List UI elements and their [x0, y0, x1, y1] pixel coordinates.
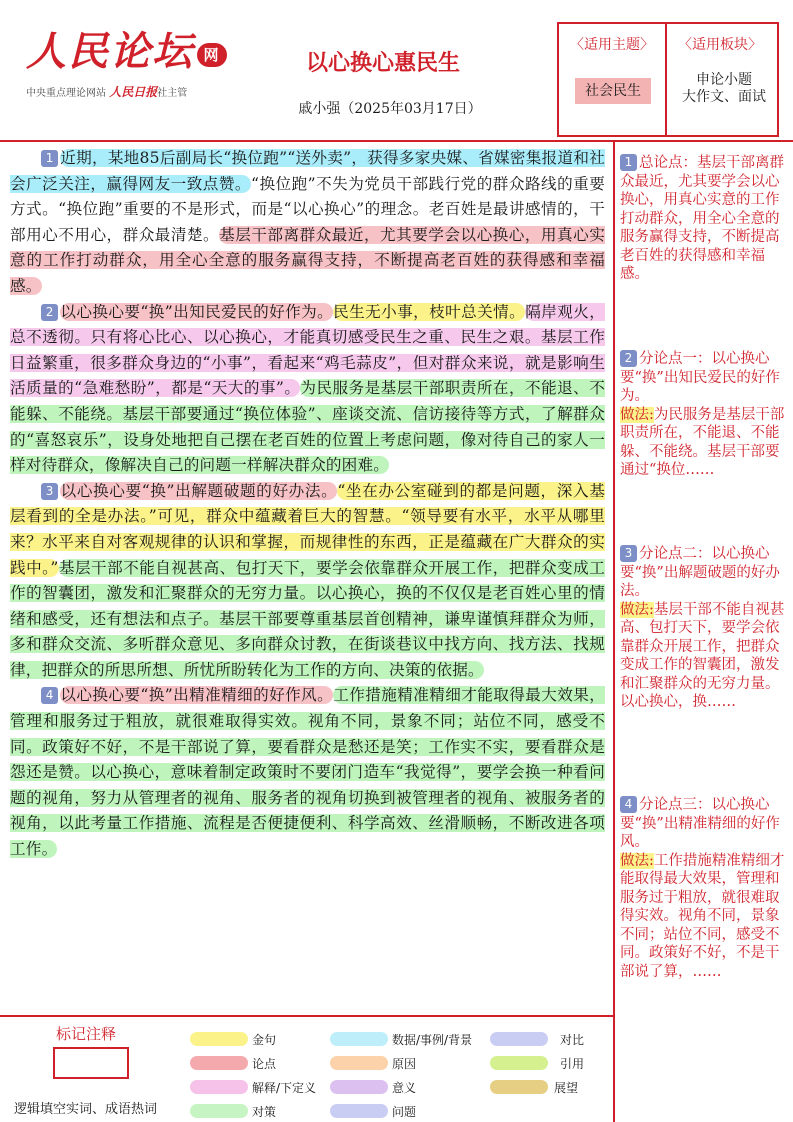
- summary-block-3: [620, 545, 786, 712]
- legend-swatch-task: [190, 1104, 248, 1118]
- legend-swatch-compare: [490, 1032, 548, 1046]
- board-line-1: 申论小题: [696, 72, 752, 88]
- legend-swatch-gold: [190, 1032, 248, 1046]
- legend-title: 标记注释: [56, 1025, 117, 1043]
- paragraph-4: [10, 683, 605, 862]
- legend-swatch-explain: [190, 1080, 248, 1094]
- column-divider: [613, 140, 615, 1122]
- summary-block-1: [620, 154, 786, 284]
- board-heading: 〈适用板块〉: [678, 37, 762, 53]
- highlight-task: 基层干部不能自视甚高、包打天下，要学会依靠群众开展工作，把群众变成工作的智囊团，激发和汇聚群众的无穷力量。以心换心，换的不仅仅是老百姓心里的情绪和感受，还有想法和点子。基层干部要尊重基层首创精神，谦卑谨慎拜群众为师，多和群众交流、多听群众意见、多向群众讨教，在街谈巷议中找方向、找方法、找规律，把群众的所思所想、所忧所盼转化为工作的方向、决策的依据。: [10, 558, 605, 679]
- logo-text: 人民论坛: [26, 28, 194, 75]
- highlight-point: 基层干部离群众最近，尤其要学会以心换心，用真心实意的工作打动群众，用全心全意的服务赢得支持，不断提高老百姓的获得感和幸福感。: [10, 225, 605, 295]
- legend-label-reason: 原因: [392, 1057, 417, 1071]
- highlight-explain: 隔岸观火，总不透彻。只有将心比心、以心换心，才能真切感受民生之重、民生之艰。基层工作日益繁重，很多群众身边的“小事”，看起来“鸡毛蒜皮”，但对群众来说，就是影响生活质量的“急难愁盼”，都是“天大的事”。: [10, 302, 605, 398]
- site-logo: [26, 20, 241, 100]
- legend-swatch-data: [330, 1032, 388, 1046]
- article-body: [10, 146, 605, 863]
- legend-label-meaning: 意义: [392, 1081, 417, 1095]
- highlight-data: 近期，某地85后副局长“换位跑”“送外卖”，获得多家央媒、省媒密集报道和社会广泛关注，赢得网友一致点赞。: [10, 149, 605, 193]
- summary-number: 4: [620, 796, 637, 813]
- summary-text: 总论点：基层干部离群众最近，尤其要学会以心换心，用真心实意的工作打动群众，用全心全意的服务赢得支持，不断提高老百姓的获得感和幸福感。: [620, 155, 784, 282]
- paragraph-3: [10, 479, 605, 684]
- legend-label-data: 数据/事例/背景: [392, 1033, 473, 1047]
- paragraph-number: 1: [41, 150, 58, 167]
- highlight-task: 为民服务是基层干部职责所在，不能退、不能躲、不能绕。基层干部要通过“换位体验”、座谈交流、信访接待等方式，了解群众的“喜怒哀乐”，设身处地把自己摆在老百姓的位置上考虑问题，像对待自己的家人一样对待群众，像解决自己的问题一样解决群众的困难。: [10, 379, 605, 475]
- header-divider: [0, 140, 793, 142]
- legend-swatch-problem: [330, 1104, 388, 1118]
- logo-subtitle: 中央重点理论网站: [26, 88, 106, 99]
- topic-box: [557, 22, 779, 137]
- legend-label-point: 论点: [252, 1057, 277, 1071]
- legend-note: 逻辑填空实词、成语热词: [14, 1102, 158, 1117]
- legend-label-explain: 解释/下定义: [252, 1081, 317, 1095]
- summary-text: 分论点三：以心换心要“换”出精准精细的好作风。: [620, 797, 780, 850]
- legend-swatch-outlook: [490, 1080, 548, 1094]
- legend-swatch-reason: [330, 1056, 388, 1070]
- legend-sample-box: [53, 1047, 129, 1079]
- method-text: 工作措施精准精细才能取得最大效果，管理和服务过于粗放，就很难取得实效。视角不同，景象不同；站位不同，感受不同。政策好不好，不是干部说了算，……: [620, 852, 785, 980]
- method-label: 做法:: [620, 601, 654, 618]
- method-label: 做法:: [620, 406, 654, 423]
- legend-swatch-quote: [490, 1056, 548, 1070]
- board-text: [671, 72, 777, 106]
- summary-block-4: [620, 796, 786, 981]
- summary-number: 1: [620, 154, 637, 171]
- legend-swatch-point: [190, 1056, 248, 1070]
- paragraph-number: 4: [41, 687, 58, 704]
- legend-label-problem: 问题: [392, 1105, 417, 1119]
- summary-text: 分论点二：以心换心要“换”出解题破题的好办法。: [620, 546, 780, 599]
- legend-label-outlook: 展望: [554, 1081, 579, 1095]
- logo-badge: 网: [197, 43, 227, 67]
- method-text: 基层干部不能自视甚高、包打天下，要学会依靠群众开展工作，把群众变成工作的智囊团，激发和汇聚群众的无穷力量。以心换心，换……: [620, 601, 785, 710]
- topic-heading: 〈适用主题〉: [570, 37, 654, 53]
- board-line-2: 大作文、面试: [682, 89, 766, 105]
- highlight-gold: “坐在办公室碰到的都是问题，深入基层看到的全是办法。”可见，群众中蕴藏着巨大的智慧。“领导要有水平，水平从哪里来？水平来自对客观规律的认识和掌握，而规律性的东西，正是蕴藏在广大群众的实践中。”: [10, 481, 606, 577]
- highlight-point: 以心换心要“换”出知民爱民的好作为。: [60, 302, 334, 321]
- legend-label-quote: 引用: [560, 1057, 585, 1071]
- legend-label-compare: 对比: [560, 1033, 585, 1047]
- footer-divider: [0, 1015, 613, 1017]
- legend-label-task: 对策: [252, 1105, 277, 1119]
- plain-text: “换位跑”不失为党员干部践行党的群众路线的重要方式。“换位跑”重要的不是形式，而是“以心换心”的理念。老百姓是最讲感情的，干部用心不用心，群众最清楚。: [10, 174, 605, 244]
- paragraph-2: [10, 300, 605, 479]
- logo-brand: 人民日报: [109, 85, 158, 99]
- paragraph-number: 2: [41, 304, 58, 321]
- author-line: 戚小强（2025年03月17日）: [298, 101, 482, 117]
- highlight-point: 以心换心要“换”出精准精细的好作风。: [60, 686, 334, 705]
- page-title: 以心换心惠民生: [305, 51, 460, 76]
- highlight-point: 以心换心要“换”出解题破题的好办法。: [60, 481, 338, 500]
- method-text: 为民服务是基层干部职责所在，不能退、不能躲、不能绕。基层干部要通过“换位……: [620, 406, 785, 478]
- method-label: 做法:: [620, 852, 654, 869]
- logo-subtitle-2: 社主管: [157, 88, 188, 99]
- summary-text: 分论点一：以心换心要“换”出知民爱民的好作为。: [620, 351, 780, 404]
- summary-block-2: [620, 350, 786, 480]
- summary-number: 2: [620, 350, 637, 367]
- highlight-task: 工作措施精准精细才能取得最大效果，管理和服务过于粗放，就很难取得实效。视角不同，景象不同；站位不同，感受不同。政策好不好，不是干部说了算，要看群众是愁还是笑；工作实不实，要看群众是怨还是赞。以心换心，意味着制定政策时不要闭门造车“我觉得”，要学会换一种看问题的视角，努力从管理者的视角、服务者的视角切换到被管理者的视角、被服务者的视角，以此考量工作措施、流程是否便捷便利、科学高效、丝滑顺畅，不断改进各项工作。: [10, 686, 606, 859]
- paragraph-1: [10, 146, 605, 300]
- highlight-gold: 民生无小事，枝叶总关情。: [333, 302, 526, 321]
- legend-swatch-meaning: [330, 1080, 388, 1094]
- legend-label-gold: 金句: [252, 1033, 277, 1047]
- topic-tag: 社会民生: [575, 78, 651, 104]
- paragraph-number: 3: [41, 483, 58, 500]
- summary-number: 3: [620, 545, 637, 562]
